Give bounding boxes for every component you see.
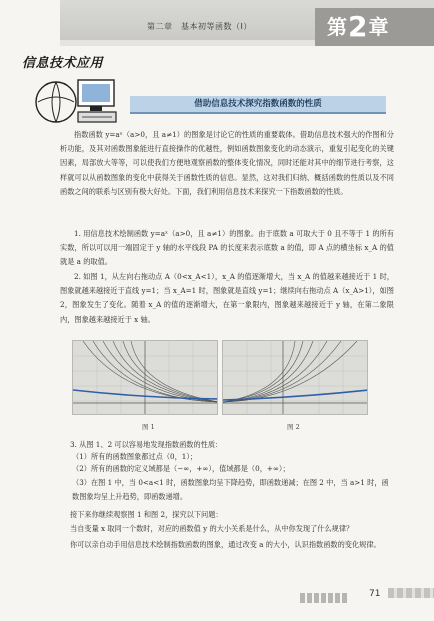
page-number: 71 [369,589,381,599]
step-2-paragraph: 2. 如图 1，从左向右拖动点 A（0<x_A<1），x_A 的值逐渐增大，当 x_A 的值越来越接近于 1 时，图象就越来越接近于直线 y=1；当 x_A=1 时，图象就是直线 y=1；继续向右拖动点 A（x_A>1），如图 2，图象发生了变化。随着 x_A 的值的逐渐增大，在第一象限内，图象越来越接近于 y 轴，在第二象限内，图象越来越接近于 x 轴。 [60,272,394,324]
footer-bars [300,588,360,598]
figure-1 [72,340,218,415]
chapter-badge-number: 2 [348,10,369,43]
it-application-logo [22,52,132,130]
figure-2-plot [223,341,368,415]
figure-1-caption: 图 1 [142,423,155,431]
section-title: 借助信息技术探究指数函数的性质 [130,96,386,112]
property-1: （1）所有的函数图象都过点（0，1）； [72,452,198,461]
figure-1-plot [73,341,218,415]
figure-2 [222,340,368,415]
chapter-badge [315,8,434,46]
properties-intro: 3. 从图 1、2 可以容易地发现指数函数的性质： [70,440,223,449]
title-rule [130,112,386,114]
property-3: （3）在图 1 中，当 0<a<1 时，函数图象均呈下降趋势，即函数递减；在图 2 中，当 a>1 时，函数图象均呈上升趋势，即函数递增。 [72,478,389,501]
explore-prompt: 接下来你继续观察图 1 和图 2，探究以下问题： [70,510,223,519]
chapter-badge-prefix: 第 [327,15,348,39]
explore-question: 当自变量 x 取同一个数时，对应的函数值 y 的大小关系是什么，从中你发现了什么规律？ [70,524,354,533]
explore-suggestion: 你可以亲自动手用信息技术绘制指数函数的图象，通过改变 a 的大小，认识指数函数的变化规律。 [70,540,381,549]
logo-text: 信息技术应用 [22,56,104,71]
chapter-title: 第二章 基本初等函数（Ⅰ） [147,22,252,31]
intro-paragraph: 指数函数 y=aˣ（a>0，且 a≠1）的图象是讨论它的性质的重要载体。借助信息技术强大的作图和分析功能，及其对函数图象能进行直接操作的优越性，例如函数图象变化的动态演示，重复引起变化的关键因素，局部放大等等，可以使我们方便地观察函数的整体变化情况，同时还能对其中的细节进行考察，这样就可以从函数图象的变化中获得关于函数性质的信息。显然，这对我们归纳、概括函数的性质以及不同函数之间的联系与区别有极大好处。下面，我们利用信息技术来探究一下指数函数的性质。 [60,130,394,196]
figure-2-caption: 图 2 [287,423,300,431]
property-2: （2）所有的函数的定义域都是（−∞，+∞），值域都是（0，+∞）； [72,464,290,473]
chapter-badge-suffix: 章 [368,15,390,39]
computer-globe-icon [34,72,120,128]
step-1-paragraph: 1. 用信息技术绘制函数 y=aˣ（a>0，且 a≠1）的图象。由于底数 a 可取大于 0 且不等于 1 的所有实数，所以可以用一端固定于 y 轴的水平线段 PA 的长度来表示底数 a 的值，即 A 点的横坐标 x_A 的值就是 a 的取值。 [60,229,394,267]
footer-strip [388,588,434,598]
